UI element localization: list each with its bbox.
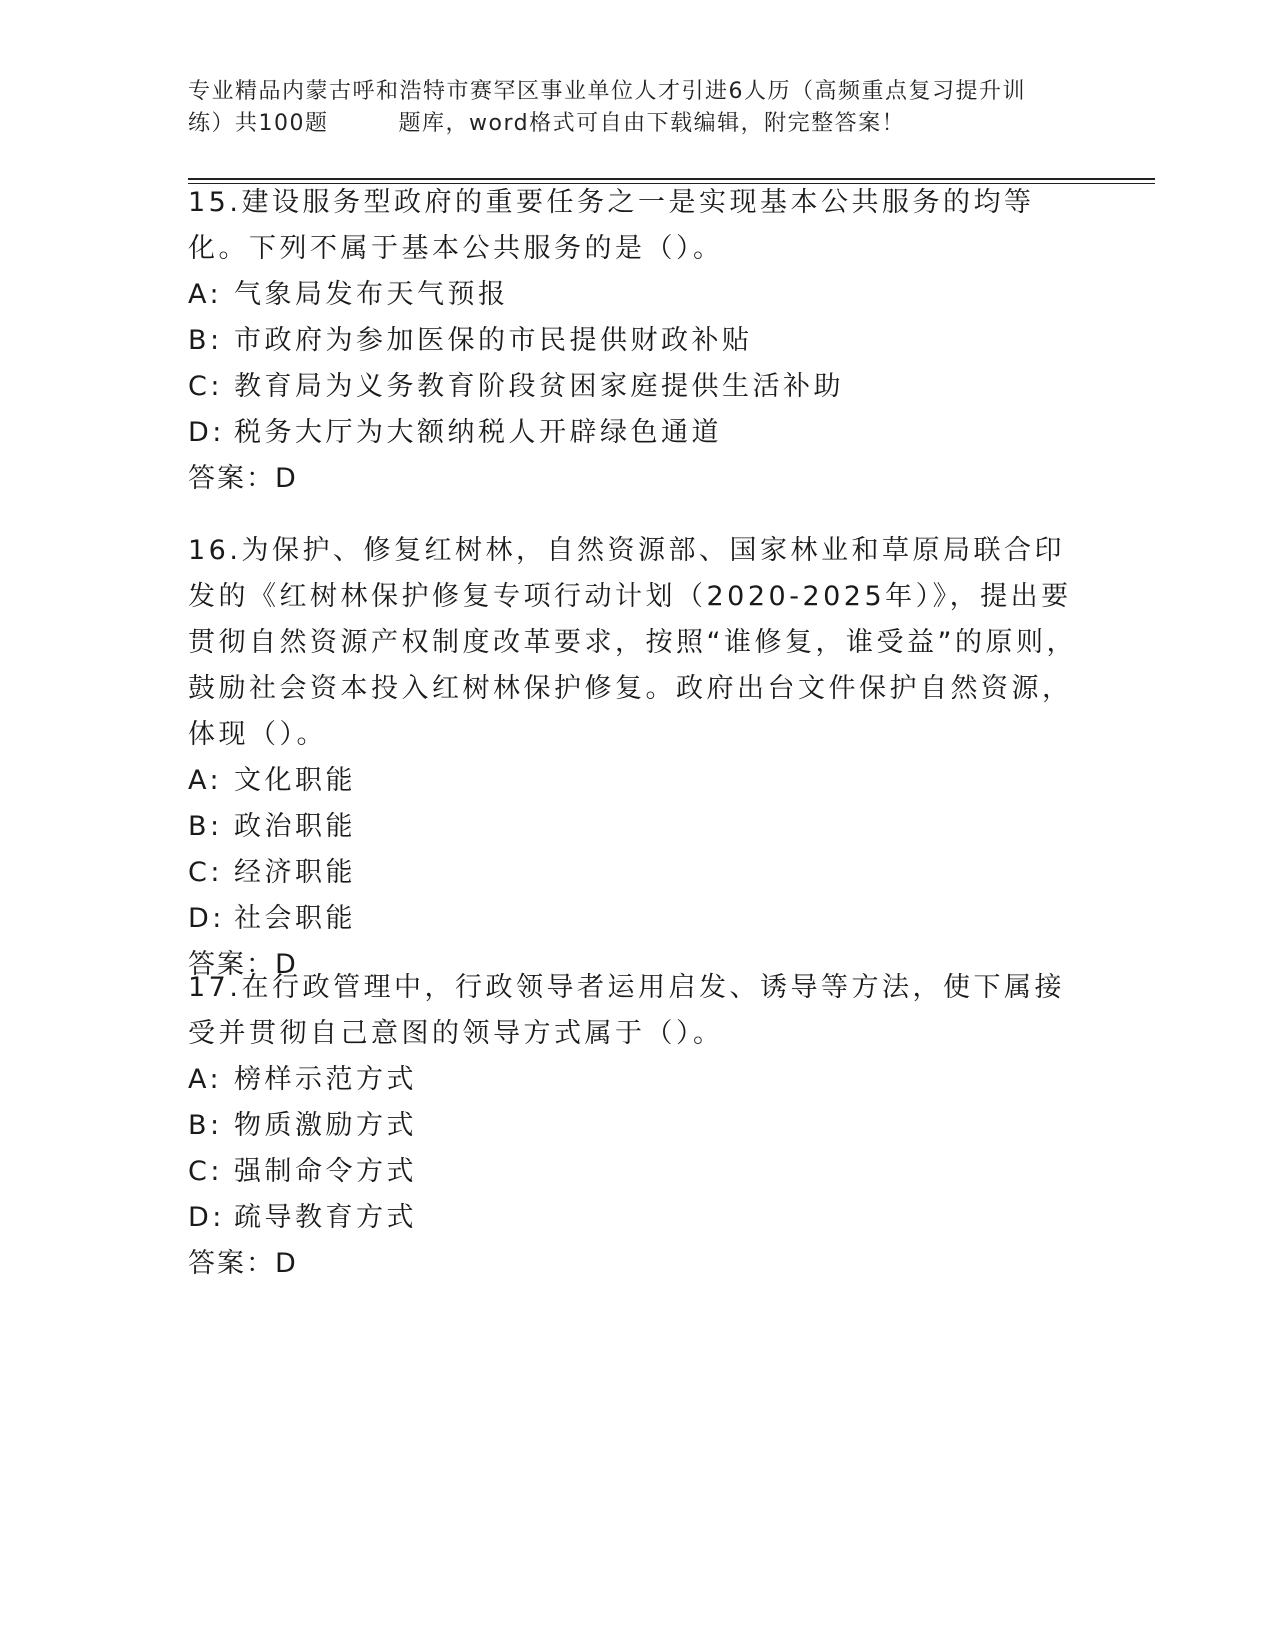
option-letter: A: — [188, 1064, 223, 1095]
option-letter: C: — [188, 371, 223, 402]
option-letter: B: — [188, 325, 223, 356]
option-text: 气象局发布天气预报 — [234, 279, 509, 310]
question-17 — [188, 965, 1078, 1287]
option-letter: C: — [188, 857, 223, 888]
header-line-2-right: 题库，word格式可自由下载编辑，附完整答案！ — [398, 111, 906, 136]
option-text: 文化职能 — [234, 765, 356, 796]
option-d — [188, 410, 1078, 456]
option-letter: D: — [188, 1202, 225, 1233]
question-text: 16.为保护、修复红树林，自然资源部、国家林业和草原局联合印发的《红树林保护修复专项行动计划（2020-2025年）》，提出要贯彻自然资源产权制度改革要求，按照“谁修复，谁受益”的原则，鼓励社会资本投入红树林保护修复。政府出台文件保护自然资源，体现（）。 — [188, 535, 1077, 750]
question-text: 15.建设服务型政府的重要任务之一是实现基本公共服务的均等化。下列不属于基本公共服务的是（）。 — [188, 187, 1035, 264]
option-c — [188, 850, 1078, 896]
option-text: 税务大厅为大额纳税人开辟绿色通道 — [234, 417, 722, 448]
option-c — [188, 1149, 1078, 1195]
option-c — [188, 364, 1078, 410]
option-text: 物质激励方式 — [234, 1110, 417, 1141]
option-letter: B: — [188, 1110, 223, 1141]
option-letter: D: — [188, 903, 225, 934]
option-b — [188, 804, 1078, 850]
option-text: 教育局为义务教育阶段贫困家庭提供生活补助 — [234, 371, 844, 402]
header-line-2 — [188, 108, 1088, 140]
answer-label: 答案： — [188, 949, 275, 980]
option-b — [188, 1103, 1078, 1149]
option-text: 榜样示范方式 — [234, 1064, 417, 1095]
answer-label: 答案： — [188, 463, 275, 494]
option-text: 社会职能 — [234, 903, 356, 934]
option-letter: C: — [188, 1156, 223, 1187]
option-letter: A: — [188, 765, 223, 796]
answer-line — [188, 456, 1078, 502]
option-a — [188, 758, 1078, 804]
answer-label: 答案： — [188, 1248, 275, 1279]
option-text: 疏导教育方式 — [234, 1202, 417, 1233]
answer-value: D — [275, 463, 298, 494]
option-letter: B: — [188, 811, 223, 842]
option-a — [188, 1057, 1078, 1103]
header-line-2-left: 练）共100题 — [188, 111, 329, 136]
option-text: 市政府为参加医保的市民提供财政补贴 — [234, 325, 753, 356]
option-text: 政治职能 — [234, 811, 356, 842]
option-text: 经济职能 — [234, 857, 356, 888]
question-text: 17.在行政管理中，行政领导者运用启发、诱导等方法，使下属接受并贯彻自己意图的领导方式属于（）。 — [188, 972, 1065, 1049]
option-b — [188, 318, 1078, 364]
option-text: 强制命令方式 — [234, 1156, 417, 1187]
option-letter: D: — [188, 417, 225, 448]
option-d — [188, 896, 1078, 942]
question-16 — [188, 528, 1078, 988]
document-header — [188, 76, 1088, 140]
option-letter: A: — [188, 279, 223, 310]
answer-value: D — [275, 1248, 298, 1279]
answer-line — [188, 1241, 1078, 1287]
answer-value: D — [275, 949, 298, 980]
option-d — [188, 1195, 1078, 1241]
question-15 — [188, 180, 1078, 502]
header-line-1: 专业精品内蒙古呼和浩特市赛罕区事业单位人才引进6人历（高频重点复习提升训 — [188, 79, 1026, 104]
option-a — [188, 272, 1078, 318]
